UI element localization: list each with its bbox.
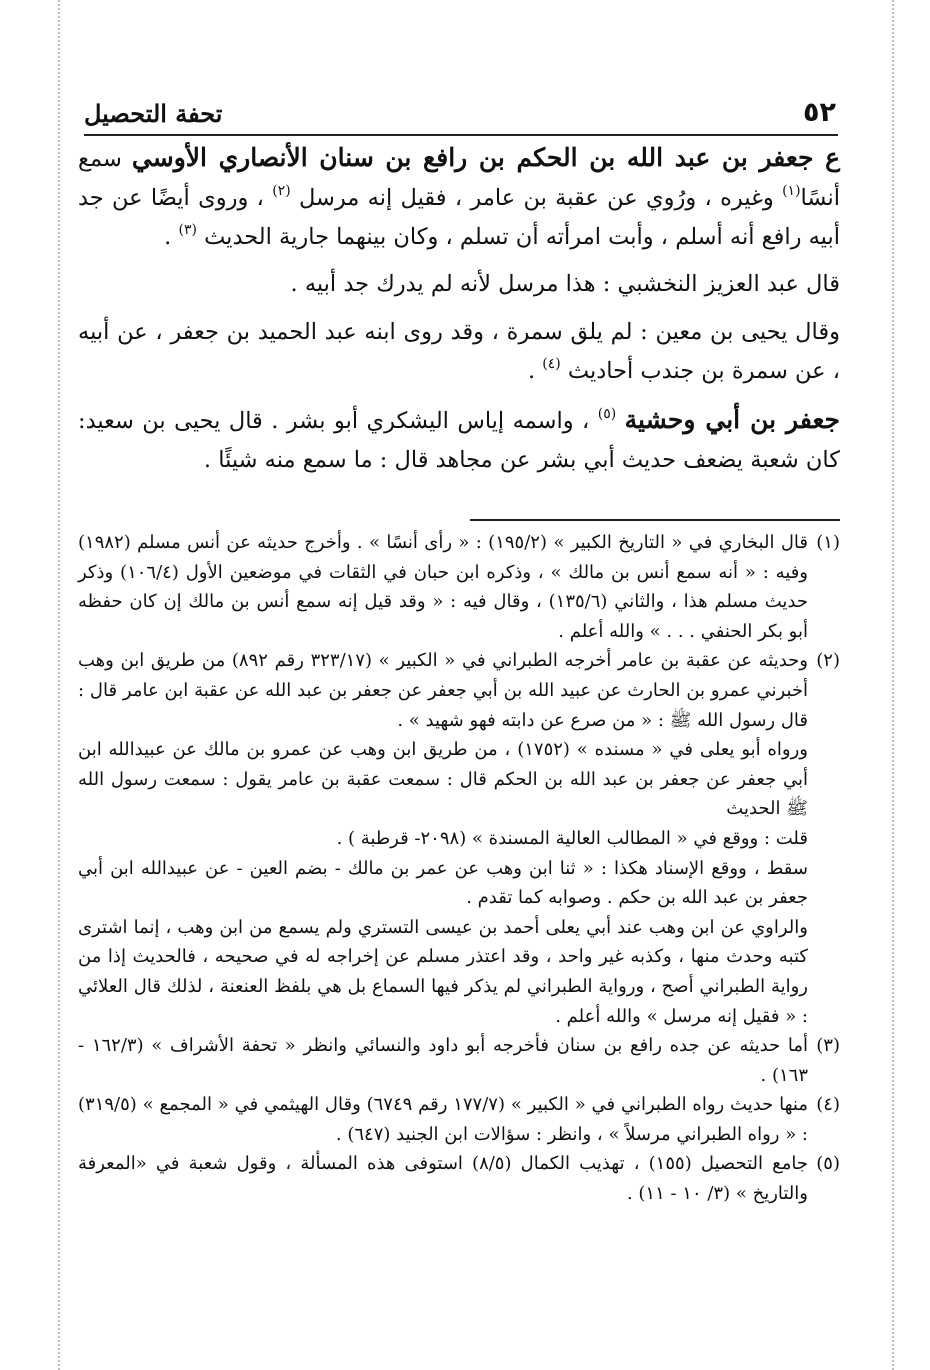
- footnote-2-continued: والراوي عن ابن وهب عند أبي يعلى أحمد بن عيسى التستري ولم يسمع من ابن وهب ، إنما اشترى كتبه وحدث منها ، وكذبه غير واحد ، وقد اعتذر مسلم عن إخراجه له في صحيحه ، فالحديث إذا من رواية الطبراني أصح ، ورواية الطبراني لم يذكر فيها السماع بل هي بلفظ العنعنة ، لذلك قال العلائي : « فقيل إنه مرسل » والله أعلم .: [78, 916, 808, 1027]
- paragraph-ibn-maeen: [78, 313, 840, 391]
- page-number: ٥٢: [803, 97, 836, 128]
- footnote-text: وحديثه عن عقبة بن عامر أخرجه الطبراني في « الكبير » (٣٢٣/١٧ رقم ٨٩٢) من طريق ابن وهب أخبرني عمرو بن الحارث عن عبيد الله بن أبي جعفر عن جعفر بن عبد الله عن عقبة ابن عامر قال : قال رسول الله ﷺ : « من صرع عن دابته فهو شهيد » .: [78, 650, 808, 731]
- footnote-text: جامع التحصيل (١٥٥) ، تهذيب الكمال (٨/٥) استوفى هذه المسألة ، وقول شعبة في «المعرفة والتاريخ » (٣/ ١٠ - ١١) .: [78, 1153, 808, 1205]
- left-margin-dots: [58, 0, 60, 1370]
- entry-jafar-ibn-abi-wahshiyya: [78, 400, 840, 480]
- footnote-2: [78, 646, 840, 735]
- footnote-number: (٣): [816, 1035, 840, 1057]
- footnote-2-continued: سقط ، ووقع الإسناد هكذا : « ثنا ابن وهب عن عمر بن مالك - بضم العين - عن عبيدالله ابن أبي جعفر بن عبد الله بن حكم . وصوابه كما تقدم .: [78, 857, 808, 909]
- footnote-4: [78, 1090, 840, 1149]
- header-rule: [84, 134, 838, 136]
- footnote-number: (٥): [816, 1153, 840, 1175]
- entry-text: .: [164, 224, 179, 250]
- footnote-number: (٢): [816, 650, 840, 672]
- footnote-text: أما حديثه عن جده رافع بن سنان فأخرجه أبو داود والنسائي وانظر « تحفة الأشراف » (١٦٢/٣ - ١٦٣) .: [78, 1035, 808, 1086]
- footnote-text: قال البخاري في « التاريخ الكبير » (١٩٥/٢) : « رأى أنسًا » . وأخرج حديثه عن أنس مسلم (١٩٨٢) وفيه : « أنه سمع أنس بن مالك » ، وذكره ابن حبان في الثقات في موضعين الأول (١٠٦/٤) وذكر حديث مسلم هذا ، والثاني (١٣٥/٦) ، وقال فيه : « وقد قيل إنه سمع أنس بن مالك إن كان حفظه أبو بكر الحنفي . . . » والله أعلم .: [78, 532, 809, 642]
- footnote-1: [78, 528, 840, 646]
- entry-text: سمع أنسًا: [78, 146, 840, 211]
- entry-text: ، وروى أيضًا عن جد أبيه رافع أنه أسلم ، وأبت امرأته أن تسلم ، وكان بينهما جارية الحديث: [78, 185, 840, 250]
- footnote-ref[interactable]: (٥): [597, 406, 617, 422]
- footnotes: [78, 528, 840, 1209]
- footnote-number: (٤): [816, 1094, 840, 1116]
- footnote-ref[interactable]: (٣): [178, 222, 197, 238]
- entry-heading: جعفر بن أبي وحشية: [624, 405, 840, 434]
- page-header: [84, 92, 836, 128]
- footnote-number: (١): [816, 532, 840, 553]
- footnote-ref[interactable]: (٤): [542, 356, 561, 372]
- right-margin-dots: [892, 0, 894, 1370]
- footnote-2-continued: قلت : ووقع في « المطالب العالية المسندة » (٢٠٩٨- قرطبة ) .: [336, 827, 808, 849]
- footnote-ref[interactable]: (٢): [272, 183, 291, 199]
- entry-jafar-ibn-abdullah: [78, 138, 840, 257]
- entry-text: وغيره ، ورُوي عن عقبة بن عامر ، فقيل إنه مرسل: [290, 185, 783, 211]
- entry-heading: ع جعفر بن عبد الله بن الحكم بن رافع بن سنان الأنصاري الأوسي: [131, 143, 840, 172]
- footnote-5: [78, 1149, 840, 1208]
- paragraph-text: وقال يحيى بن معين : لم يلق سمرة ، وقد روى ابنه عبد الحميد بن جعفر ، عن أبيه ، عن سمرة بن جندب أحاديث: [78, 319, 840, 384]
- footnote-2-continued: ورواه أبو يعلى في « مسنده » (١٧٥٢) ، من طريق ابن وهب عن عمرو بن مالك عن عبيدالله ابن أبي جعفر عن جعفر بن عبد الله بن الحكم قال : سمعت عقبة بن عامر يقول : سمعت رسول الله ﷺ الحديث: [78, 739, 808, 820]
- footnote-text: منها حديث رواه الطبراني في « الكبير » (١٧٧/٧ رقم ٦٧٤٩) وقال الهيثمي في « المجمع » (٣١٩/٥) : « رواه الطبراني مرسلاً » ، وانظر : سؤالات ابن الجنيد (٦٤٧) .: [78, 1094, 808, 1145]
- footnote-separator: [470, 519, 840, 521]
- running-title: تحفة التحصيل: [84, 99, 223, 128]
- paragraph-text: .: [527, 358, 543, 384]
- entry-text: ، واسمه إياس اليشكري أبو بشر . قال يحيى بن سعيد: كان شعبة يضعف حديث أبي بشر عن مجاهد قال : ما سمع منه شيئًا .: [78, 408, 840, 473]
- footnote-ref[interactable]: (١): [782, 183, 801, 199]
- main-text: [78, 138, 840, 489]
- paragraph-nakhshabi: قال عبد العزيز النخشبي : هذا مرسل لأنه لم يدرك جد أبيه .: [290, 271, 840, 297]
- footnote-3: [78, 1031, 840, 1090]
